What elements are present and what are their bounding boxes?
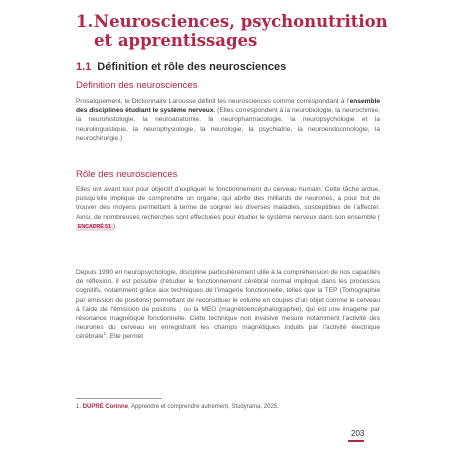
role-paragraph-1 (76, 185, 380, 231)
role-heading: Rôle des neurosciences (76, 169, 178, 180)
definition-heading: Définition des neurosciences (76, 80, 198, 91)
role-text-2-end: . Elle permet (106, 333, 144, 341)
encadre-reference-badge[interactable]: ENCADRÉ 51 (78, 223, 111, 230)
badge-open: ( (377, 213, 380, 221)
definition-emphasis: ensemble des disciplines étudiant le système nerveux (76, 98, 380, 115)
footnote-author: DUPRÉ Corinne (82, 404, 129, 410)
definition-text-start: Prosaïquement, le Dictionnaire Larousse définit les neurosciences comme correspondant à l’ (76, 98, 350, 105)
definition-text-end: . (Elles correspondent à la neurobiologie, la neurochimie, la neurohistologie, la neuroanatomie, la neuropharmacologie, la neuropsychologie et la neurolinguistique, la neurophysiologie, la neurologie, la psychiatrie, la neuroendocrinologie, la neurochirurgie.) (76, 107, 380, 142)
definition-paragraph (76, 97, 380, 143)
chapter-number: 1. (76, 12, 94, 31)
role-text-2: Depuis 1990 en neuropsychologie, discipline particulièrement utile à la compréhension de nos capacités de réflexion, il est possible d’étudier le fonctionnement cérébral normal impliqué dans les processus cognitifs, notamment grâce aux techniques de l’imagerie fonctionnelle, telles que la TEP (Tomographie par émission de positons) permettant de reconstituer le volume en coupes d’un objet comme le cerveau à l’aide de l’émission de positons ; ou la MEG (magnétoencéphalographie), qui est une imagerie par résonance magnétique fonctionnelle. Cette technique non invasive mesure notamment l’activité des neurones du cerveau en enregistrant les champs magnétiques induits par l’activité électrique cérébrale (76, 269, 380, 341)
role-text-1: Elles ont avant tout pour objectif d’expliquer le fonctionnement du cerveau humain. Cette tâche ardue, puisqu’elle implique de comprendre un organe, qui abrite des milliards de neurones, a pour but de trouver des moyens permettant à terme de soigner les diverses maladies, susceptibles de l’affecter. Ainsi, de nombreuses recherches sont effectuées pour étudier le système nerveux dans son ensemble (76, 186, 380, 221)
footnote-number: 1. (76, 404, 82, 410)
badge-close: ). (112, 222, 117, 230)
section-title (76, 61, 286, 73)
section-number: 1.1 (76, 61, 92, 73)
footnote (76, 403, 380, 411)
chapter-title-line1: Neurosciences, psychonutrition (94, 12, 388, 31)
chapter-title-line2: et apprentissages (94, 31, 258, 50)
role-paragraph-2 (76, 268, 380, 342)
page-number-accent-bar (348, 440, 364, 442)
page-number: 203 (351, 429, 365, 438)
footnote-divider (76, 398, 162, 399)
section-title-text: Définition et rôle des neurosciences (97, 61, 287, 73)
footnote-text: , Apprendre et comprendre autrement, Studyrama, 2025. (128, 404, 279, 410)
chapter-title (76, 12, 416, 50)
footnote-reference[interactable]: 1 (103, 331, 107, 337)
